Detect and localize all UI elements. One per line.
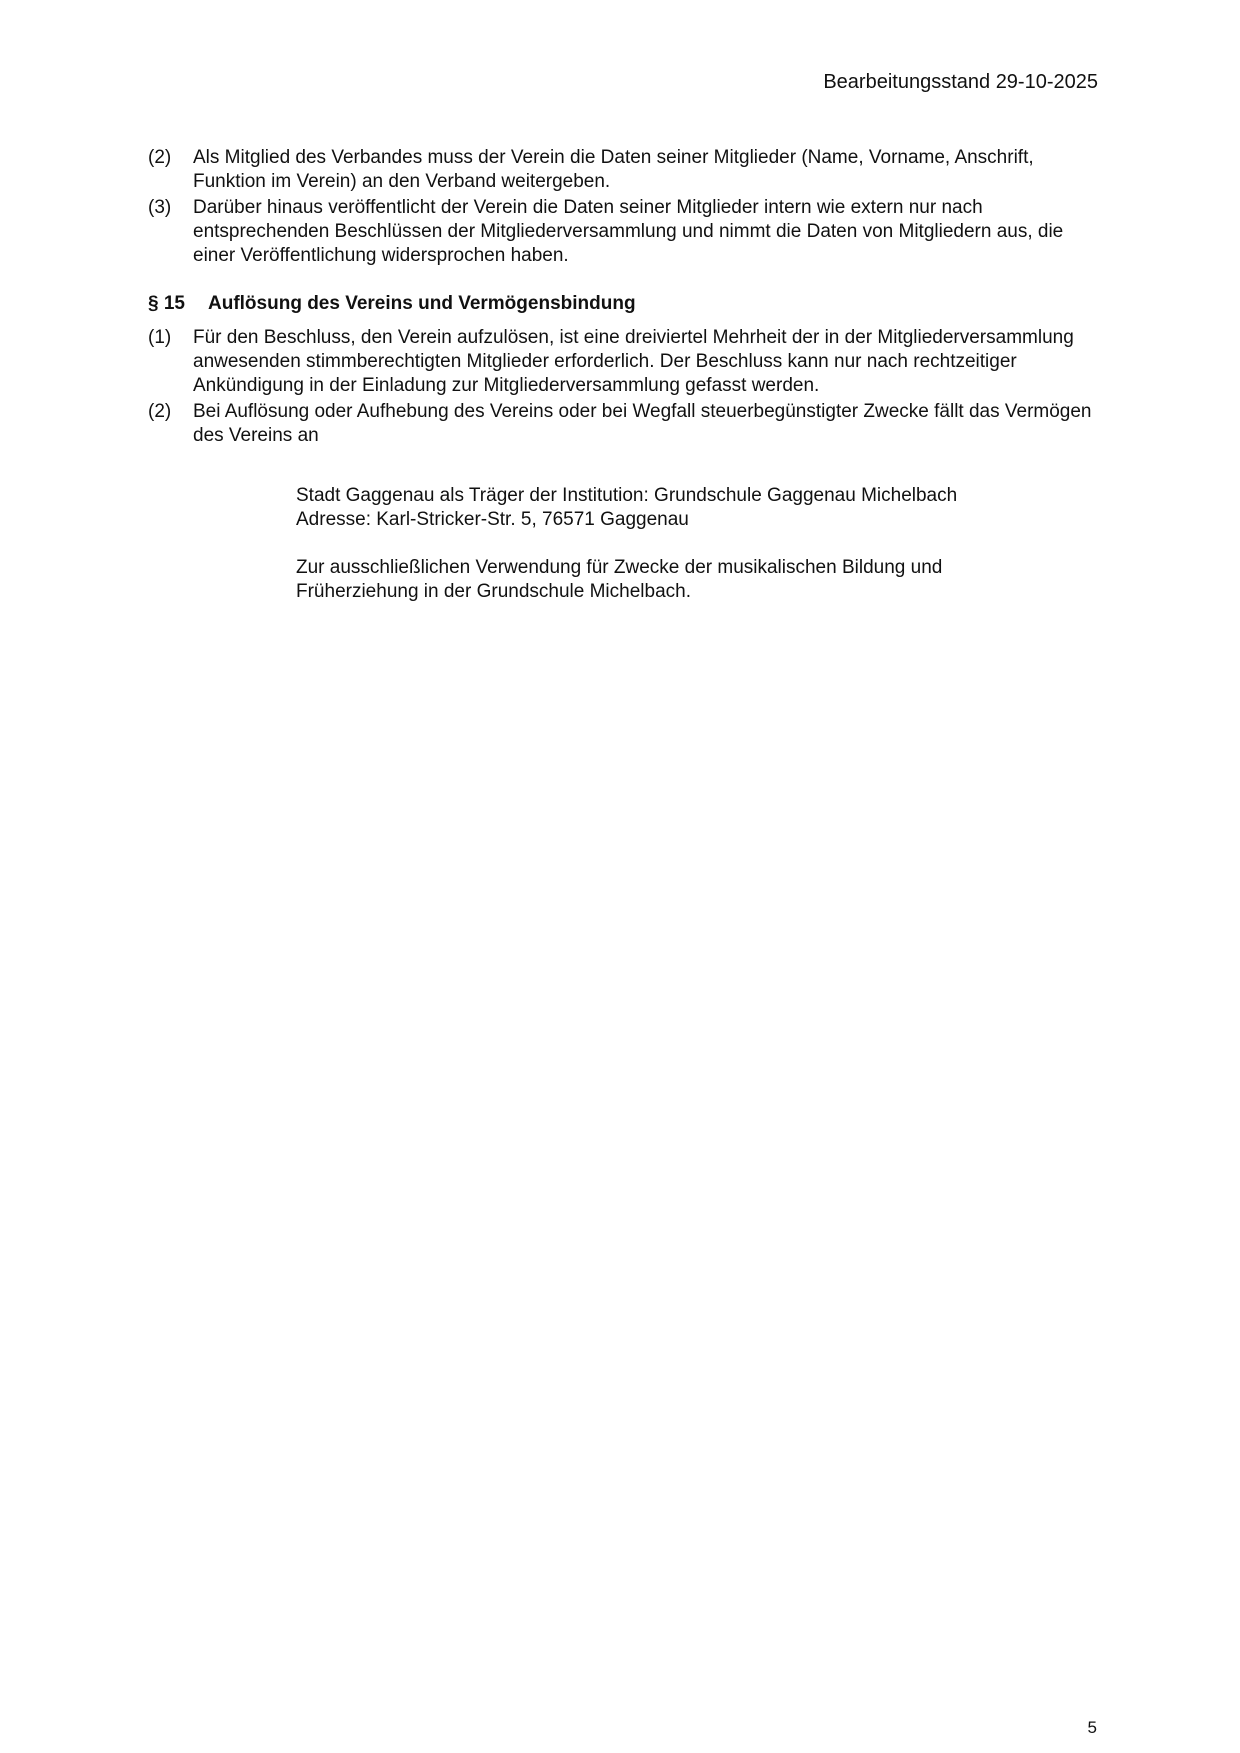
paragraph-number: (1) bbox=[148, 327, 172, 348]
paragraph-text: Darüber hinaus veröffentlicht der Verein die Daten seiner Mitglieder intern wie extern nur nach entsprechenden Beschlüssen der Mitgliederversammlung und nimmt die Daten von Mitgliedern aus, die einer Veröffentlichung widersprochen haben. bbox=[193, 197, 1064, 266]
recipient-name: Stadt Gaggenau als Träger der Institution: Grundschule Gaggenau Michelbach bbox=[296, 485, 958, 506]
section-title: Auflösung des Vereins und Vermögensbindung bbox=[208, 293, 636, 314]
recipient-block bbox=[296, 484, 1056, 604]
paragraph-number: (3) bbox=[148, 197, 172, 218]
paragraph-item bbox=[148, 146, 1098, 194]
document-status-date: Bearbeitungsstand 29-10-2025 bbox=[823, 71, 1098, 93]
paragraph-text: Als Mitglied des Verbandes muss der Verein die Daten seiner Mitglieder (Name, Vorname, Anschrift, Funktion im Verein) an den Verband weitergeben. bbox=[193, 147, 1034, 192]
paragraph-number: (2) bbox=[148, 147, 172, 168]
paragraph-item bbox=[148, 196, 1098, 268]
section-heading bbox=[148, 292, 1098, 316]
recipient-address: Adresse: Karl-Stricker-Str. 5, 76571 Gaggenau bbox=[296, 509, 689, 530]
paragraph-text: Bei Auflösung oder Aufhebung des Vereins oder bei Wegfall steuerbegünstigter Zwecke fällt das Vermögen des Vereins an bbox=[193, 401, 1092, 446]
page-number: 5 bbox=[1087, 1718, 1097, 1737]
paragraph-item bbox=[148, 326, 1098, 398]
paragraph-text: Für den Beschluss, den Verein aufzulösen, ist eine dreiviertel Mehrheit der in der Mitgliederversammlung anwesenden stimmberechtigten Mitglieder erforderlich. Der Beschluss kann nur nach rechtzeitiger Ankündigung in der Einladung zur Mitgliederversammlung gefasst werden. bbox=[193, 327, 1074, 396]
paragraph-number: (2) bbox=[148, 401, 172, 422]
recipient-purpose: Zur ausschließlichen Verwendung für Zwecke der musikalischen Bildung und Früherziehung in der Grundschule Michelbach. bbox=[296, 557, 943, 602]
spacer bbox=[296, 532, 1056, 556]
section-number: § 15 bbox=[148, 293, 185, 314]
paragraph-item bbox=[148, 400, 1098, 448]
document-body bbox=[148, 146, 1098, 604]
